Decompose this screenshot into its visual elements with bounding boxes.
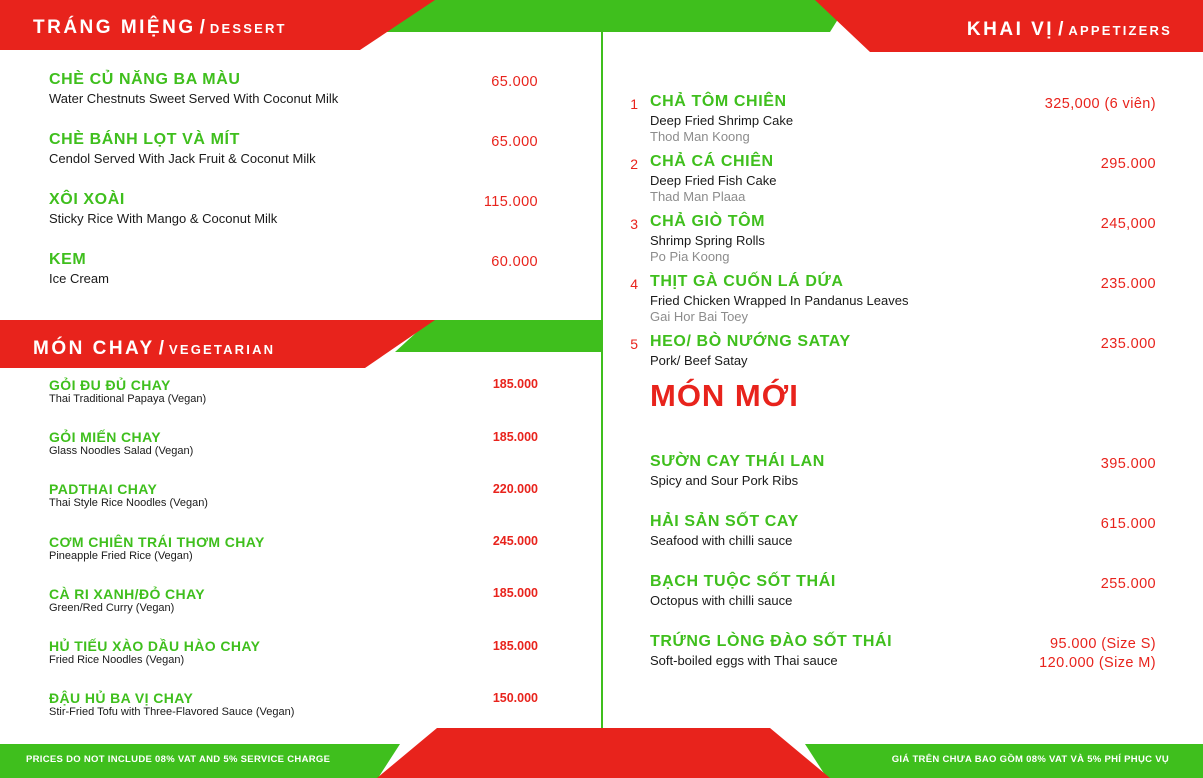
dessert-title-vi: TRÁNG MIỆNG (33, 17, 196, 38)
dessert-item-desc: Water Chestnuts Sweet Served With Coconut Milk (49, 91, 339, 106)
vegetarian-title-separator: / (158, 338, 165, 359)
appetizer-item-desc: Shrimp Spring Rolls (650, 233, 765, 248)
appetizer-item-thai-name: Gai Hor Bai Toey (650, 309, 749, 324)
appetizer-item-name: CHẢ CÁ CHIÊN (650, 153, 774, 170)
appetizer-item-desc: Fried Chicken Wrapped In Pandanus Leaves (650, 293, 909, 308)
vegetarian-item-name: CÀ RI XANH/ĐỎ CHAY (49, 586, 206, 602)
new-dish-name: TRỨNG LÒNG ĐÀO SỐT THÁI (650, 633, 893, 650)
new-dish-price: 95.000 (Size S) (1050, 636, 1156, 652)
appetizer-item-thai-name: Thad Man Plaaa (650, 189, 746, 204)
vegetarian-item-name: HỦ TIẾU XÀO DẦU HÀO CHAY (49, 638, 261, 654)
appetizer-item-price: 235.000 (1100, 276, 1156, 292)
appetizer-item-number: 1 (630, 96, 638, 112)
vegetarian-item-name: GỎI MIẾN CHAY (49, 429, 162, 445)
appetizers-title-en: APPETIZERS (1068, 23, 1172, 38)
new-dish-price: 395.000 (1100, 456, 1156, 472)
new-dish-name: BẠCH TUỘC SỐT THÁI (650, 573, 836, 590)
new-dish-desc: Spicy and Sour Pork Ribs (650, 473, 799, 488)
dessert-item-name: KEM (49, 251, 87, 268)
appetizer-item-thai-name: Thod Man Koong (650, 129, 750, 144)
dessert-item-name: XÔI XOÀI (49, 191, 125, 208)
dessert-item-desc: Cendol Served With Jack Fruit & Coconut Milk (49, 151, 316, 166)
appetizer-item-desc: Deep Fried Fish Cake (650, 173, 777, 188)
new-dishes-title: MÓN MỚI (650, 378, 799, 413)
dessert-header (33, 17, 287, 39)
vegetarian-item-desc: Green/Red Curry (Vegan) (49, 602, 175, 614)
appetizer-item-name: HEO/ BÒ NƯỚNG SATAY (650, 333, 851, 350)
appetizer-item-number: 5 (630, 336, 638, 352)
vegetarian-item-price: 185.000 (492, 377, 538, 391)
dessert-item-price: 65.000 (491, 74, 538, 90)
appetizer-item-price: 325,000 (6 viên) (1044, 96, 1156, 112)
vegetarian-item-price: 185.000 (492, 430, 538, 444)
appetizer-item-thai-name: Po Pia Koong (650, 249, 730, 264)
vegetarian-item-desc: Stir-Fried Tofu with Three-Flavored Sauce (Vegan) (49, 706, 295, 718)
new-dish-price-secondary: 120.000 (Size M) (1039, 655, 1156, 671)
footer-note-vietnamese: GIÁ TRÊN CHƯA BAO GỒM 08% VAT VÀ 5% PHÍ PHỤC VỤ (891, 754, 1169, 765)
new-dish-price: 615.000 (1100, 516, 1156, 532)
vegetarian-title-vi: MÓN CHAY (33, 338, 155, 359)
new-dish-desc: Soft-boiled eggs with Thai sauce (650, 653, 838, 668)
vegetarian-item-price: 150.000 (492, 691, 538, 705)
appetizer-item-number: 3 (630, 216, 638, 232)
dessert-item-price: 60.000 (491, 254, 538, 270)
vegetarian-item-price: 185.000 (492, 586, 538, 600)
dessert-item-name: CHÈ BÁNH LỌT VÀ MÍT (49, 131, 240, 148)
appetizers-title-separator: / (1058, 19, 1065, 40)
appetizers-header (967, 19, 1172, 41)
vegetarian-item-desc: Thai Traditional Papaya (Vegan) (49, 393, 207, 405)
appetizer-item-name: THỊT GÀ CUỐN LÁ DỨA (650, 273, 844, 290)
vegetarian-item-price: 245.000 (492, 534, 538, 548)
new-dish-price: 255.000 (1100, 576, 1156, 592)
new-dish-name: SƯỜN CAY THÁI LAN (650, 453, 825, 470)
vegetarian-item-price: 185.000 (492, 639, 538, 653)
appetizer-item-price: 235.000 (1100, 336, 1156, 352)
vegetarian-item-name: GỎI ĐU ĐỦ CHAY (49, 377, 171, 393)
vegetarian-item-desc: Thai Style Rice Noodles (Vegan) (49, 497, 208, 509)
vegetarian-item-name: ĐẬU HỦ BA VỊ CHAY (49, 690, 194, 706)
appetizer-item-number: 4 (630, 276, 638, 292)
vegetarian-item-price: 220.000 (492, 482, 538, 496)
appetizer-item-name: CHẢ TÔM CHIÊN (650, 93, 787, 110)
vegetarian-item-desc: Pineapple Fried Rice (Vegan) (49, 550, 193, 562)
vegetarian-item-desc: Glass Noodles Salad (Vegan) (49, 445, 194, 457)
bottom-red-banner (377, 728, 830, 778)
new-dish-desc: Octopus with chilli sauce (650, 593, 793, 608)
vegetarian-title-en: VEGETARIAN (168, 342, 276, 357)
appetizer-item-desc: Pork/ Beef Satay (650, 353, 748, 368)
appetizer-item-number: 2 (630, 156, 638, 172)
dessert-title-separator: / (199, 17, 206, 38)
appetizer-item-price: 245,000 (1100, 216, 1156, 232)
dessert-item-desc: Ice Cream (49, 271, 109, 286)
appetizer-item-price: 295.000 (1100, 156, 1156, 172)
appetizer-item-desc: Deep Fried Shrimp Cake (650, 113, 794, 128)
vegetarian-item-name: PADTHAI CHAY (49, 481, 158, 497)
dessert-item-price: 115.000 (483, 194, 538, 210)
vegetarian-item-name: CƠM CHIÊN TRÁI THƠM CHAY (49, 534, 265, 550)
vegetarian-header (33, 338, 275, 360)
new-dish-desc: Seafood with chilli sauce (650, 533, 793, 548)
footer-note-english: PRICES DO NOT INCLUDE 08% VAT AND 5% SERVICE CHARGE (26, 754, 331, 765)
top-green-band (360, 0, 850, 32)
appetizers-title-vi: KHAI VỊ (966, 19, 1055, 40)
vegetarian-item-desc: Fried Rice Noodles (Vegan) (49, 654, 185, 666)
new-dish-name: HẢI SẢN SỐT CAY (650, 513, 799, 530)
dessert-item-price: 65.000 (491, 134, 538, 150)
dessert-title-en: DESSERT (209, 21, 287, 36)
dessert-item-desc: Sticky Rice With Mango & Coconut Milk (49, 211, 278, 226)
appetizer-item-name: CHẢ GIÒ TÔM (650, 213, 766, 230)
dessert-item-name: CHÈ CỦ NĂNG BA MÀU (49, 71, 241, 88)
